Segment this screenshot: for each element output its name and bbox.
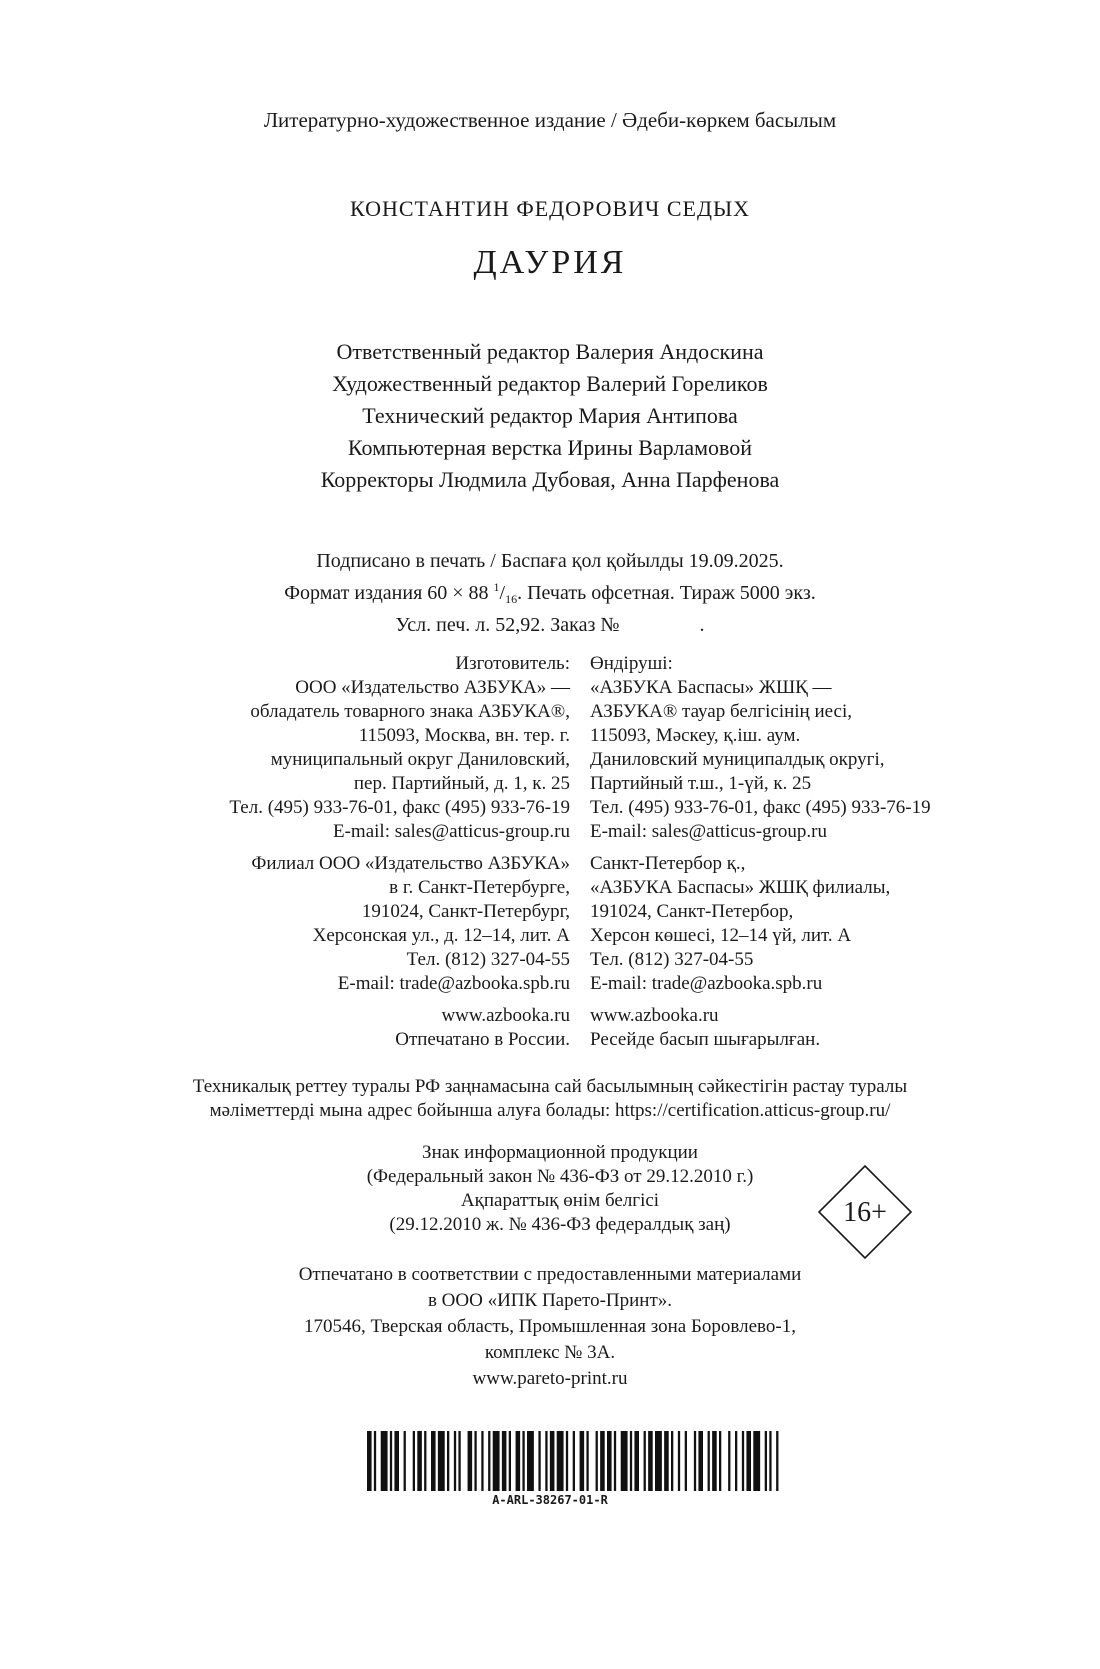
barcode-bar <box>708 1431 710 1491</box>
tech-reg-line: Техникалық реттеу туралы РФ заңнамасына сай басылымның сәйкестігін растау туралы <box>192 1076 908 1097</box>
barcode-bar <box>614 1431 616 1491</box>
barcode-bar <box>735 1431 737 1491</box>
barcode-bar <box>776 1431 778 1491</box>
address-line: муниципальный округ Даниловский, <box>270 749 570 770</box>
address-line: E-mail: trade@azbooka.spb.ru <box>590 973 823 994</box>
address-line: Тел. (812) 327-04-55 <box>406 949 570 970</box>
address-line: Партийный т.ш., 1-үй, к. 25 <box>590 773 812 794</box>
author-name: КОНСТАНТИН ФЕДОРОВИЧ СЕДЫХ <box>349 196 751 221</box>
format-numerator: 1 <box>493 580 500 594</box>
barcode-bar <box>765 1431 767 1491</box>
credit-line: Художественный редактор Валерий Гореликов <box>332 371 768 396</box>
address-line: пер. Партийный, д. 1, к. 25 <box>353 773 570 794</box>
barcode-bar <box>753 1431 760 1491</box>
barcode-bar <box>394 1431 399 1491</box>
website-line: www.azbooka.ru <box>441 1005 570 1026</box>
web-kz <box>590 1004 931 1052</box>
barcode-bar <box>488 1431 490 1491</box>
barcode-bar <box>522 1431 524 1491</box>
barcode-bar <box>424 1431 426 1491</box>
barcode <box>365 1431 785 1491</box>
barcode-bar <box>438 1431 445 1491</box>
publisher-column-kz <box>590 652 931 1060</box>
format-prefix: Формат издания 60 × 88 <box>284 582 489 604</box>
address-line: 191024, Санкт-Петербург, <box>361 901 570 922</box>
address-line: E-mail: sales@atticus-group.ru <box>590 821 827 842</box>
barcode-bar <box>481 1431 483 1491</box>
printer-line: комплекс № 3А. <box>484 1342 616 1363</box>
barcode-bar <box>685 1431 687 1491</box>
barcode-bar <box>698 1431 703 1491</box>
barcode-bar <box>381 1431 388 1491</box>
barcode-bar <box>607 1431 612 1491</box>
address-line: Өндіруші: <box>590 653 673 674</box>
tech-regulation-note <box>0 1075 1100 1123</box>
info-sign-line: Знак информационной продукции <box>422 1142 698 1163</box>
barcode-bar <box>728 1431 730 1491</box>
info-sign-line: Ақпараттық өнім белгісі <box>460 1190 660 1211</box>
barcode-bar <box>527 1431 534 1491</box>
barcode-bar <box>648 1431 653 1491</box>
barcode-bar <box>719 1431 721 1491</box>
manufacturer-kz <box>590 652 931 844</box>
address-line: Санкт-Петербор қ., <box>590 853 746 874</box>
barcode-bar <box>509 1431 511 1491</box>
publisher-column-ru <box>229 652 570 1060</box>
credit-line: Технический редактор Мария Антипова <box>362 403 738 428</box>
signed-line: Подписано в печать / Баспаға қол қойылды 19.09.2025. <box>316 550 784 572</box>
address-line: обладатель товарного знака АЗБУКА®, <box>250 701 570 722</box>
website-line: www.azbooka.ru <box>590 1005 719 1026</box>
barcode-bar <box>390 1431 392 1491</box>
barcode-bar <box>600 1431 605 1491</box>
printer-info <box>0 1262 1100 1392</box>
barcode-bar <box>516 1431 521 1491</box>
format-slash: / <box>499 582 506 604</box>
address-line: 115093, Москва, вн. тер. г. <box>358 725 570 746</box>
barcode-bar <box>712 1431 717 1491</box>
barcode-bar <box>468 1431 473 1491</box>
address-line: 115093, Мәскеу, қ.іш. аум. <box>590 725 801 746</box>
barcode-bar <box>566 1431 568 1491</box>
printer-line: Отпечатано в соответствии с предоставленными материалами <box>298 1264 802 1285</box>
format-line <box>0 574 1100 612</box>
barcode-bar <box>694 1431 696 1491</box>
address-line: Херсон көшесі, 12–14 үй, лит. А <box>590 925 852 946</box>
print-info <box>0 548 1100 638</box>
barcode-bar <box>447 1431 449 1491</box>
barcode-bar <box>545 1431 547 1491</box>
barcode-bar <box>431 1431 436 1491</box>
address-line: Тел. (495) 933-76-01, факс (495) 933-76-19 <box>590 797 931 818</box>
barcode-bar <box>678 1431 680 1491</box>
barcode-bar <box>630 1431 632 1491</box>
address-line: «АЗБУКА Баспасы» ЖШҚ филиалы, <box>590 877 891 898</box>
barcode-bar <box>580 1431 585 1491</box>
printer-line: www.pareto-print.ru <box>472 1368 628 1389</box>
credit-line: Ответственный редактор Валерия Андоскина <box>336 339 764 364</box>
web-ru <box>229 1004 570 1052</box>
address-line: Тел. (495) 933-76-01, факс (495) 933-76-19 <box>229 797 570 818</box>
barcode-bar <box>746 1431 751 1491</box>
credit-line: Корректоры Людмила Дубовая, Анна Парфенова <box>320 467 780 492</box>
address-line: «АЗБУКА Баспасы» ЖШҚ — <box>590 677 832 698</box>
barcode-bar <box>664 1431 669 1491</box>
barcode-bar <box>417 1431 422 1491</box>
format-denominator: 16 <box>505 592 518 606</box>
barcode-bar <box>557 1431 564 1491</box>
barcode-bar <box>550 1431 555 1491</box>
address-line: Филиал ООО «Издательство АЗБУКА» <box>251 853 570 874</box>
address-line: E-mail: trade@azbooka.spb.ru <box>337 973 570 994</box>
barcode-bar <box>404 1431 406 1491</box>
barcode-bar <box>742 1431 744 1491</box>
barcode-bar <box>596 1431 598 1491</box>
address-line: Даниловский муниципалдық округі, <box>590 749 885 770</box>
barcode-bar <box>413 1431 415 1491</box>
printed-in-line: Ресейде басып шығарылған. <box>590 1029 821 1050</box>
credits-list <box>0 336 1100 496</box>
info-sign-line: (29.12.2010 ж. № 436-ФЗ федералдық заң) <box>389 1214 731 1235</box>
age-rating-label: 16+ <box>843 1197 887 1228</box>
barcode-bar <box>474 1431 476 1491</box>
address-line: Изготовитель: <box>455 653 570 674</box>
barcode-bar <box>454 1431 456 1491</box>
age-rating-diamond <box>815 1162 915 1262</box>
book-title: ДАУРИЯ <box>473 244 627 281</box>
barcode-bar <box>374 1431 376 1491</box>
tech-reg-line: мәліметтерді мына адрес бойынша алуға болады: https://certification.atticus-group.ru/ <box>209 1100 891 1121</box>
info-sign-text <box>330 1141 790 1237</box>
order-line: Усл. печ. л. 52,92. Заказ № . <box>395 614 705 636</box>
address-line: Тел. (812) 327-04-55 <box>590 949 754 970</box>
info-sign-line: (Федеральный закон № 436-ФЗ от 29.12.2010 г.) <box>366 1166 754 1187</box>
barcode-bar <box>634 1431 639 1491</box>
barcode-bar <box>671 1431 673 1491</box>
printer-line: 170546, Тверская область, Промышленная зона Боровлево-1, <box>304 1316 796 1337</box>
format-suffix: . Печать офсетная. Тираж 5000 экз. <box>517 582 816 604</box>
barcode-bar <box>538 1431 540 1491</box>
barcode-bar <box>586 1431 588 1491</box>
address-line: ООО «Издательство АЗБУКА» — <box>295 677 570 698</box>
branch-kz <box>590 852 931 996</box>
barcode-bar <box>502 1431 507 1491</box>
barcode-bar <box>655 1431 662 1491</box>
barcode-bar <box>458 1431 460 1491</box>
genre-line: Литературно-художественное издание / Әдеби-көркем басылым <box>263 108 837 132</box>
barcode-bar <box>493 1431 500 1491</box>
address-line: в г. Санкт-Петербурге, <box>389 877 570 898</box>
barcode-label: A-ARL-38267-01-R <box>492 1493 608 1507</box>
address-line: АЗБУКА® тауар белгісінің иесі, <box>590 701 852 722</box>
barcode-bar <box>621 1431 628 1491</box>
address-line: 191024, Санкт-Петербор, <box>590 901 794 922</box>
address-line: Херсонская ул., д. 12–14, лит. А <box>312 925 570 946</box>
barcode-bar <box>644 1431 646 1491</box>
credit-line: Компьютерная верстка Ирины Варламовой <box>347 435 753 460</box>
barcode-bar <box>769 1431 771 1491</box>
manufacturer-ru <box>229 652 570 844</box>
printer-line: в ООО «ИПК Парето-Принт». <box>427 1290 673 1311</box>
barcode-bar <box>367 1431 372 1491</box>
barcode-bar <box>573 1431 575 1491</box>
printed-in-line: Отпечатано в России. <box>395 1029 570 1050</box>
address-line: E-mail: sales@atticus-group.ru <box>333 821 570 842</box>
branch-ru <box>229 852 570 996</box>
